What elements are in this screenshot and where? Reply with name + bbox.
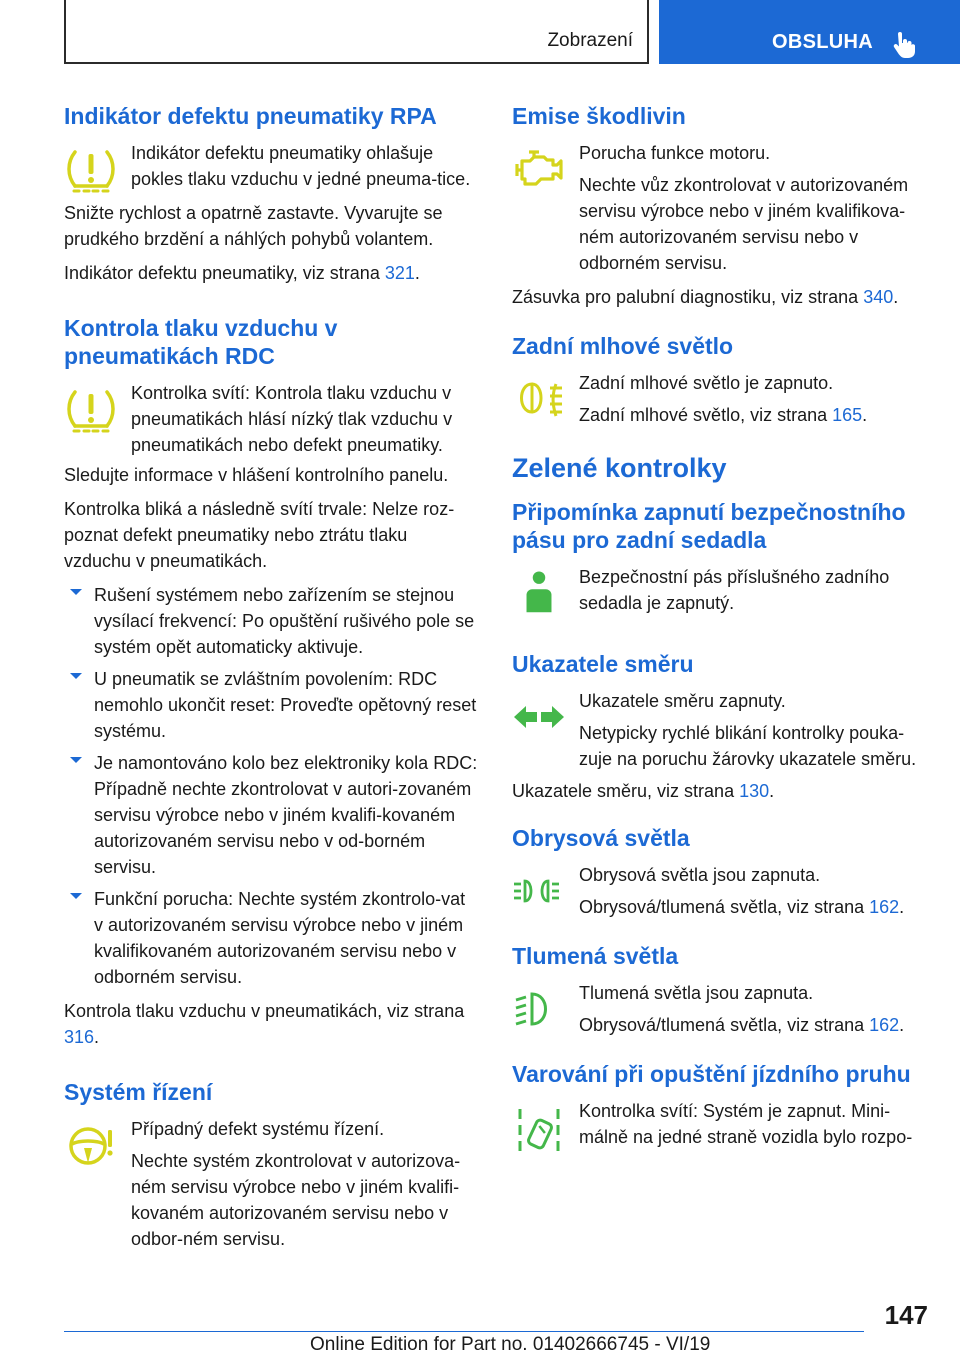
bullet-list [64, 582, 479, 990]
right-column [512, 102, 932, 1188]
triangle-bullet-icon [70, 673, 82, 679]
icon-description: Obrysová světla jsou zapnuta. [579, 865, 821, 885]
tire-pressure-warning-icon [64, 144, 118, 194]
cross-reference [579, 894, 932, 920]
icon-description: Případný defekt systému řízení. [131, 1119, 385, 1139]
punctuation: . [899, 897, 905, 917]
section-title: Systém řízení [64, 1079, 213, 1105]
paragraph: Sledujte informace v hlášení kontrolního panelu. [64, 465, 449, 485]
page-link[interactable]: 162 [869, 1015, 900, 1035]
page-link[interactable]: 130 [739, 781, 770, 801]
icon-description: Zadní mlhové světlo je zapnuto. [579, 373, 834, 393]
icon-description: Indikátor defektu pneumatiky ohlašuje pokles tlaku vzduchu v jedné pneuma-tice. [131, 143, 471, 189]
icon-description: Ukazatele směru zapnuty. [579, 691, 786, 711]
icon-description: Kontrolka svítí: Systém je zapnut. Mini-málně na jedné straně vozidla bylo rozpo- [579, 1101, 913, 1147]
list-item [64, 666, 479, 744]
section-title: Připomínka zapnutí bezpečnostního pásu pro zadní sedadla [512, 499, 906, 553]
icon-block [512, 1098, 932, 1158]
section-title: Ukazatele směru [512, 651, 694, 677]
footer-divider [64, 1331, 864, 1332]
footer-edition: Online Edition for Part no. 01402666745 - VI/19 [310, 1334, 711, 1355]
rear-fog-light-icon [512, 374, 566, 424]
steering-warning-icon [64, 1120, 118, 1170]
header-section-label: Zobrazení [547, 30, 633, 51]
header-tab-label: OBSLUHA [772, 31, 873, 53]
cross-reference [64, 260, 479, 286]
icon-block [64, 1116, 479, 1252]
section-title: Obrysová světla [512, 825, 690, 851]
left-column [64, 102, 479, 1282]
low-beam-icon [512, 984, 566, 1034]
header-tab[interactable] [659, 0, 960, 64]
cross-reference-text: Obrysová/tlumená světla, viz strana [579, 1015, 870, 1035]
section-rpa [64, 102, 479, 286]
icon-block [64, 380, 479, 458]
cross-reference-text: Indikátor defektu pneumatiky, viz strana [64, 263, 385, 283]
cross-reference-text: Zadní mlhové světlo, viz strana [579, 405, 833, 425]
section-title: Emise škodlivin [512, 103, 686, 129]
cross-reference-text: Zásuvka pro palubní diagnostiku, viz strana [512, 287, 864, 307]
section-steering [64, 1078, 479, 1252]
cross-reference-text: Kontrola tlaku vzduchu v pneumatikách, viz strana [64, 1001, 465, 1021]
section-rear-fog [512, 332, 932, 430]
list-item-text: U pneumatik se zvláštním povolením: RDC nemohlo ukončit reset: Proveďte opětovný reset systému. [94, 669, 477, 741]
punctuation: . [769, 781, 775, 801]
list-item-text: Funkční porucha: Nechte systém zkontrolo-vat v autorizovaném servisu výrobce nebo v jiném kvalifikovaném autorizovaném servisu nebo v odborném servisu. [94, 889, 466, 987]
punctuation: . [94, 1027, 100, 1047]
section-title: Kontrola tlaku vzduchu v pneumatikách RDC [64, 315, 338, 369]
cross-reference [512, 284, 932, 310]
triangle-bullet-icon [70, 589, 82, 595]
cross-reference [579, 1012, 932, 1038]
section-title: Indikátor defektu pneumatiky RPA [64, 103, 437, 129]
section-title: Zadní mlhové světlo [512, 333, 734, 359]
header-section [64, 0, 649, 64]
icon-description: Nechte systém zkontrolovat v autorizova-ném servisu výrobce nebo v jiném kvalifi-kovaném autorizovaném servisu nebo v odbor-ném servisu. [131, 1151, 461, 1249]
section-lane-departure [512, 1060, 932, 1158]
pointing-hand-icon [893, 32, 915, 58]
chapter-heading: Zelené kontrolky [512, 453, 727, 483]
list-item-text: Rušení systémem nebo zařízením se stejnou vysílací frekvencí: Po opuštění rušivého pole se systém opět automaticky aktivuje. [94, 585, 475, 657]
icon-description: Netypicky rychlé blikání kontrolky pouka-zuje na poruchu žárovky ukazatele směru. [579, 723, 917, 769]
cross-reference-text: Obrysová/tlumená světla, viz strana [579, 897, 870, 917]
cross-reference [579, 402, 932, 428]
icon-description: Kontrolka svítí: Kontrola tlaku vzduchu v pneumatikách hlásí nízký tlak vzduchu v pneumatikách nebo defekt pneumatiky. [131, 383, 453, 455]
punctuation: . [414, 263, 420, 283]
turn-signal-arrows-icon [512, 692, 566, 742]
page-link[interactable]: 165 [832, 405, 863, 425]
cross-reference [512, 778, 932, 804]
punctuation: . [862, 405, 868, 425]
icon-block [512, 564, 932, 624]
paragraph: Kontrolka bliká a následně svítí trvale: Nelze roz-poznat defekt pneumatiky nebo ztrátu tlaku vzduchu v pneumatikách. [64, 499, 455, 571]
lane-departure-icon [512, 1102, 566, 1158]
icon-description: Tlumená světla jsou zapnuta. [579, 983, 814, 1003]
section-turn-signals [512, 650, 932, 804]
icon-block [512, 980, 932, 1040]
page-link[interactable]: 340 [863, 287, 894, 307]
section-parking-lights [512, 824, 932, 922]
list-item [64, 886, 479, 990]
list-item [64, 582, 479, 660]
section-low-beam [512, 942, 932, 1040]
section-title: Tlumená světla [512, 943, 679, 969]
section-seatbelt [512, 498, 932, 624]
cross-reference [64, 998, 479, 1050]
section-emissions [512, 102, 932, 310]
punctuation: . [893, 287, 899, 307]
list-item [64, 750, 479, 880]
icon-block [64, 140, 479, 200]
icon-block [512, 688, 932, 772]
section-title: Varování při opuštění jízdního pruhu [512, 1061, 911, 1087]
paragraph: Snižte rychlost a opatrně zastavte. Vyvarujte se prudkého brzdění a náhlých pohybů volantem. [64, 203, 443, 249]
page-number: 147 [884, 1300, 928, 1330]
parking-lights-icon [512, 866, 566, 916]
section-rdc [64, 314, 479, 1050]
cross-reference-text: Ukazatele směru, viz strana [512, 781, 740, 801]
icon-block [512, 370, 932, 430]
engine-warning-icon [512, 144, 566, 194]
icon-block [512, 862, 932, 922]
icon-description: Porucha funkce motoru. [579, 143, 771, 163]
tire-pressure-warning-icon [64, 384, 118, 434]
page-link[interactable]: 316 [64, 1027, 95, 1047]
triangle-bullet-icon [70, 893, 82, 899]
icon-block [512, 140, 932, 276]
rear-seatbelt-icon [512, 570, 566, 618]
icon-description: Nechte vůz zkontrolovat v autorizovaném servisu výrobce nebo v jiném kvalifikova-ném autorizovaném servisu nebo v odborném servisu. [579, 175, 909, 273]
icon-description: Bezpečnostní pás příslušného zadního sedadla je zapnutý. [579, 567, 890, 613]
punctuation: . [899, 1015, 905, 1035]
page-link[interactable]: 162 [869, 897, 900, 917]
triangle-bullet-icon [70, 757, 82, 763]
list-item-text: Je namontováno kolo bez elektroniky kola RDC: Případně nechte zkontrolovat v autori-zovaném servisu výrobce nebo v jiném kvalifi-kovaném autorizovaném servisu nebo v od-borném servisu. [94, 753, 478, 877]
page-link[interactable]: 321 [384, 263, 415, 283]
